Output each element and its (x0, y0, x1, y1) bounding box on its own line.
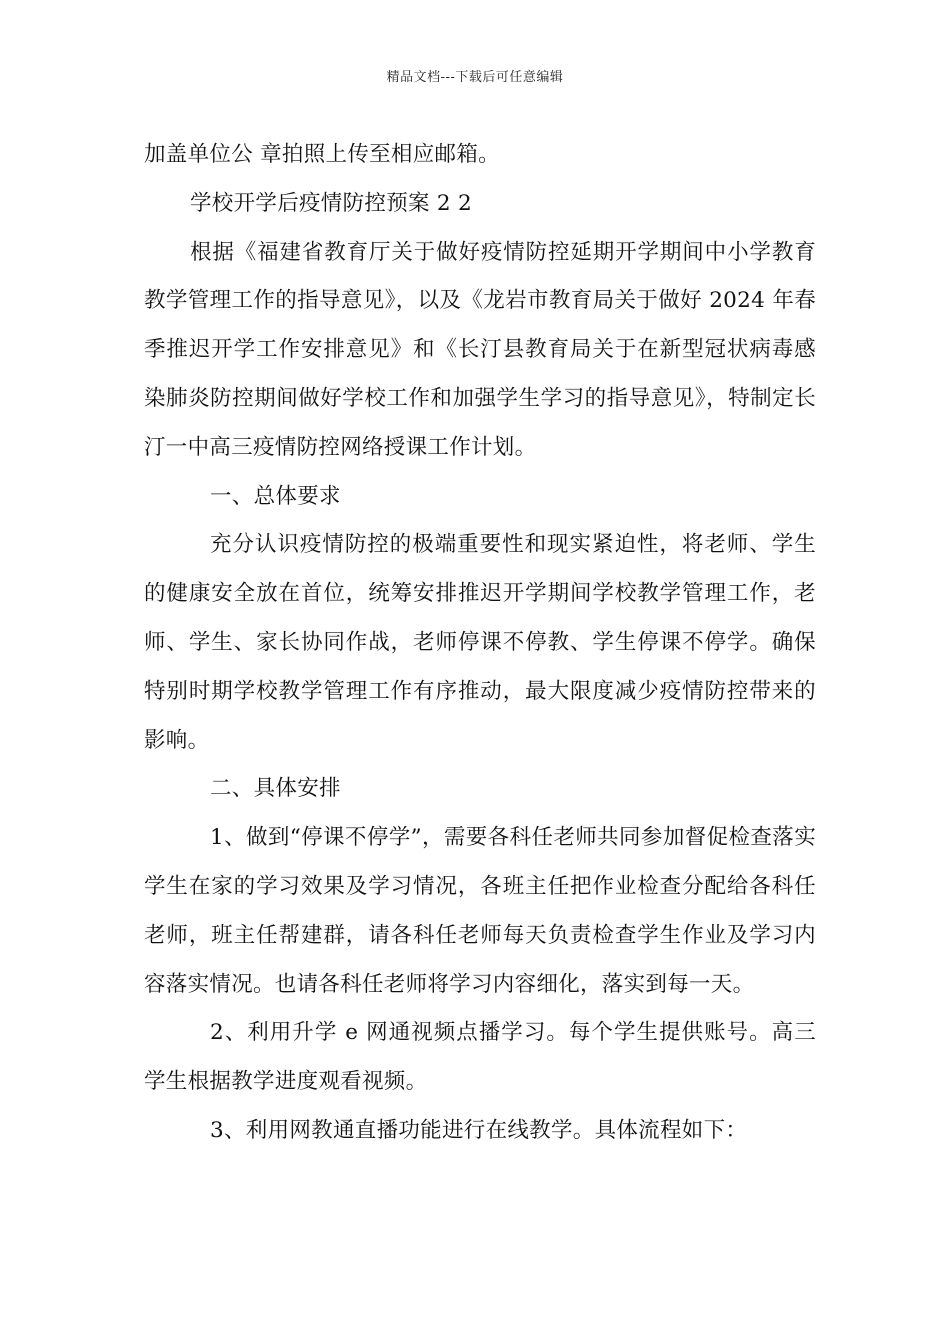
heading-specific-arrangements: 二、具体安排 (210, 776, 341, 802)
paragraph-general-requirements: 充分认识疫情防控的极端重要性和现实紧迫性，将老师、学生的健康安全放在首位，统筹安排推迟开学期间学校教学管理工作，老师、学生、家长协同作战，老师停课不停教、学生停课不停学。确保特别时期学校教学管理工作有序推动，最大限度减少疫情防控带来的影响。 (144, 532, 816, 753)
section-title: 学校开学后疫情防控预案 2 2 (190, 190, 473, 216)
heading-general-requirements: 一、总体要求 (210, 483, 341, 509)
paragraph-basis: 根据《福建省教育厅关于做好疫情防控延期开学期间中小学教育教学管理工作的指导意见》，以及《龙岩市教育局关于做好 2024 年春季推迟开学工作安排意见》和《长汀县教育局关于在新型冠状病毒感染肺炎防控期间做好学校工作和加强学生学习的指导意见》，特制定长汀一中高三疫情防控网络授课工作计划。 (144, 239, 816, 460)
document-body (144, 131, 816, 1156)
paragraph-continuation: 加盖单位公 章拍照上传至相应邮箱。 (144, 142, 500, 167)
page-header: 精品文档---下载后可任意编辑 (386, 70, 564, 85)
paragraph-item-2: 2、利用升学 e 网通视频点播学习。每个学生提供账号。高三学生根据教学进度观看视频。 (144, 1020, 816, 1095)
paragraph-item-1: 1、做到“停课不停学”，需要各科任老师共同参加督促检查落实学生在家的学习效果及学习情况，各班主任把作业检查分配给各科任老师，班主任帮建群，请各科任老师每天负责检查学生作业及学习内容落实情况。也请各科任老师将学习内容细化，落实到每一天。 (144, 825, 816, 997)
paragraph-item-3: 3、利用网教通直播功能进行在线教学。具体流程如下： (210, 1117, 748, 1143)
